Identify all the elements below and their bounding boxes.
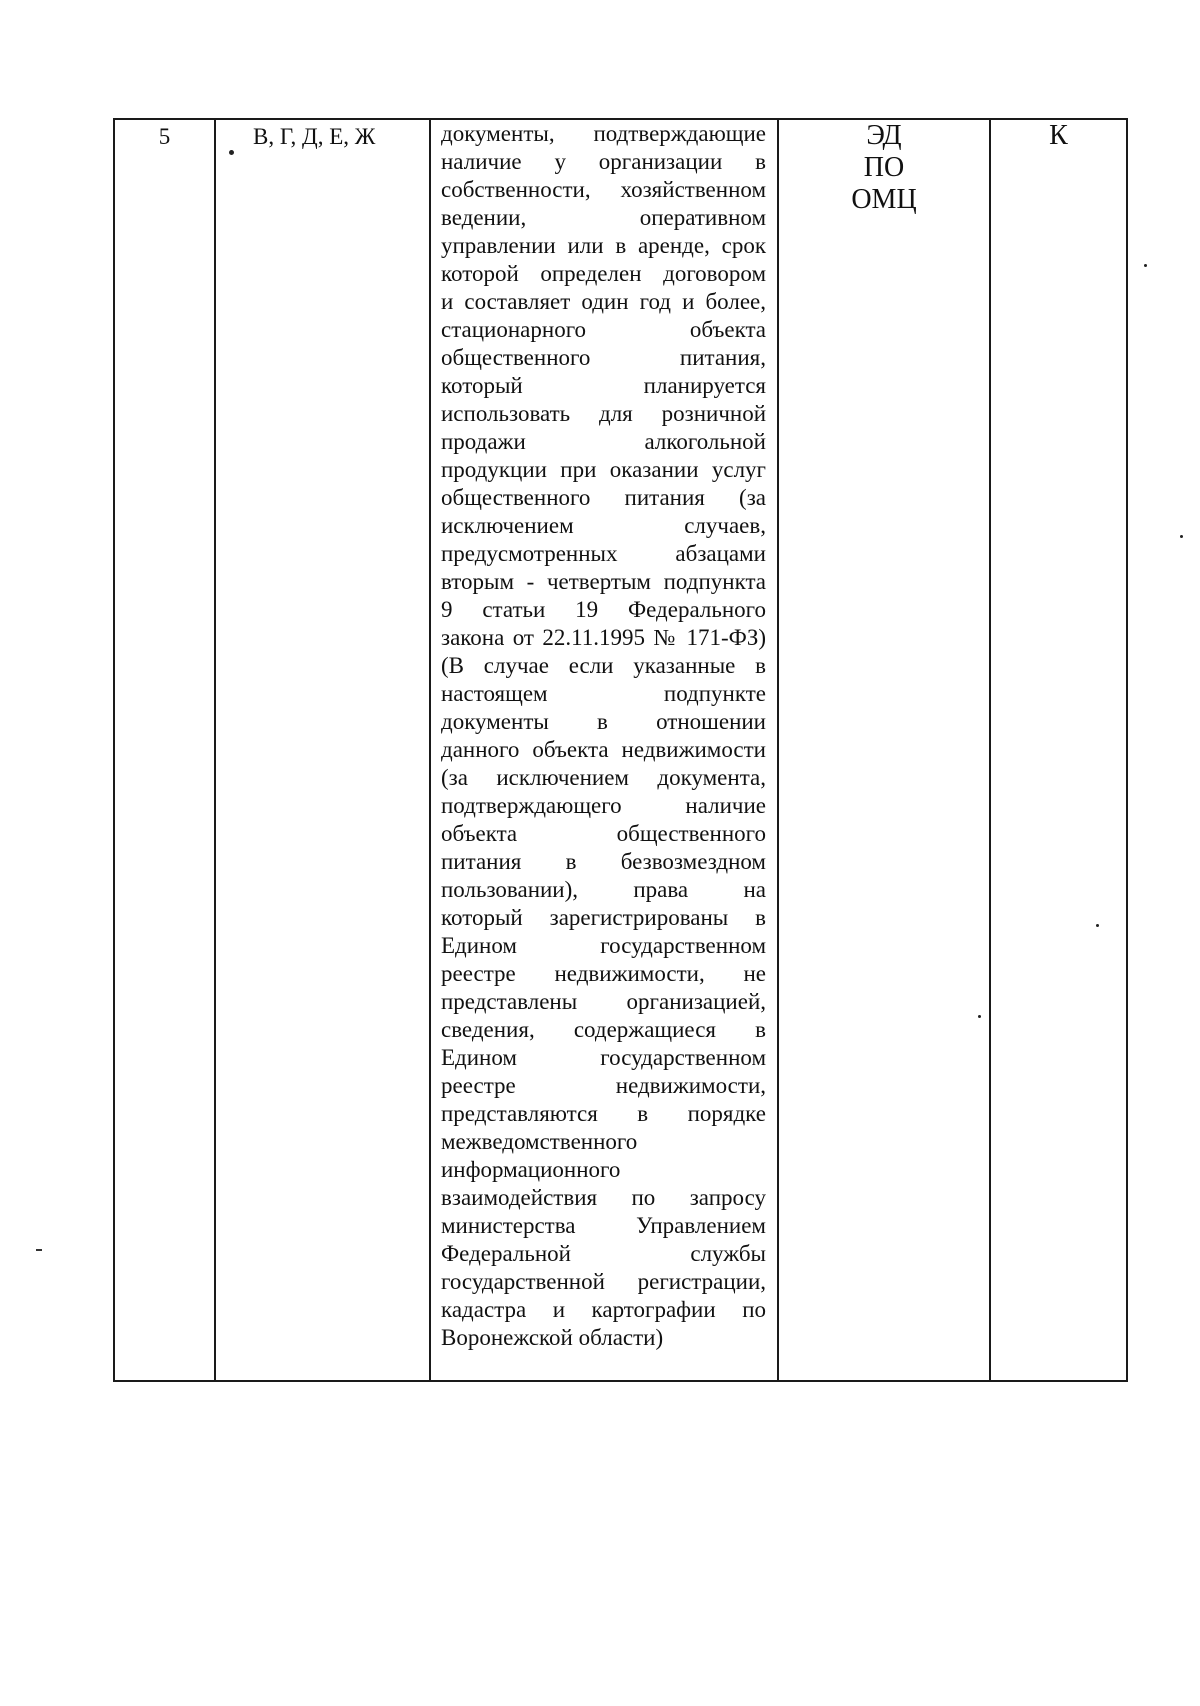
- description-line: наличие у организации в: [441, 149, 766, 174]
- row-letters: В, Г, Д, Е, Ж: [253, 124, 376, 149]
- scan-speck: [978, 1015, 981, 1018]
- description-cell: [430, 119, 778, 1381]
- description-line: (за исключением документа,: [441, 765, 766, 790]
- scan-speck: [1180, 535, 1183, 538]
- description-line: документы в отношении: [441, 709, 766, 734]
- description-line: сведения, содержащиеся в: [441, 1017, 766, 1042]
- description-line: продукции при оказании услуг: [441, 457, 766, 482]
- form-line: ПО: [863, 152, 905, 183]
- description-line: продажи алкогольной: [441, 429, 766, 454]
- description-line: реестре недвижимости,: [441, 1073, 766, 1098]
- description-line: документы, подтверждающие: [441, 121, 766, 146]
- letters-cell: [215, 119, 430, 1381]
- description-line: настоящем подпункте: [441, 681, 766, 706]
- description-line: Федеральной службы: [441, 1241, 766, 1266]
- description-line: вторым - четвертым подпункта: [441, 569, 766, 594]
- description-line: питания в безвозмездном: [441, 849, 766, 874]
- row-number-cell: [114, 119, 215, 1381]
- description-line: межведомственного: [441, 1129, 638, 1154]
- row-number: 5: [158, 124, 171, 149]
- form-line: ОМЦ: [851, 184, 917, 215]
- description-line: стационарного объекта: [441, 317, 766, 342]
- requirements-table: [113, 118, 1128, 1382]
- table-row: [114, 119, 1127, 1381]
- description-line: управлении или в аренде, срок: [441, 233, 766, 258]
- description-line: закона от 22.11.1995 № 171-ФЗ): [441, 625, 766, 650]
- description-line: реестре недвижимости, не: [441, 961, 766, 986]
- description-line: пользовании), права на: [441, 877, 766, 902]
- description-line: Воронежской области): [441, 1325, 664, 1350]
- description-line: и составляет один год и более,: [441, 289, 766, 314]
- description-line: 9 статьи 19 Федерального: [441, 597, 766, 622]
- description-line: Едином государственном: [441, 933, 766, 958]
- code-cell: [990, 119, 1127, 1381]
- description-line: Едином государственном: [441, 1045, 766, 1070]
- scan-speck: [36, 1249, 42, 1251]
- description-line: представляются в порядке: [441, 1101, 766, 1126]
- form-line: ЭД: [866, 120, 902, 151]
- description-line: представлены организацией,: [441, 989, 766, 1014]
- description-line: объекта общественного: [441, 821, 766, 846]
- description-line: который планируется: [441, 373, 766, 398]
- description-line: собственности, хозяйственном: [441, 177, 766, 202]
- description-line: данного объекта недвижимости: [441, 737, 766, 762]
- description-line: ведении, оперативном: [441, 205, 766, 230]
- description-line: которой определен договором: [441, 261, 766, 286]
- description-line: общественного питания (за: [441, 485, 766, 510]
- row-code: К: [1049, 120, 1068, 151]
- description-text: [441, 120, 766, 1352]
- description-line: предусмотренных абзацами: [441, 541, 766, 566]
- description-line: взаимодействия по запросу: [441, 1185, 766, 1210]
- description-line: государственной регистрации,: [441, 1269, 766, 1294]
- description-line: кадастра и картографии по: [441, 1297, 766, 1322]
- description-line: (В случае если указанные в: [441, 653, 766, 678]
- form-cell: [778, 119, 990, 1381]
- description-line: который зарегистрированы в: [441, 905, 766, 930]
- description-line: министерства Управлением: [441, 1213, 766, 1238]
- description-line: информационного: [441, 1157, 621, 1182]
- description-line: исключением случаев,: [441, 513, 766, 538]
- scan-speck: [229, 150, 234, 155]
- description-line: общественного питания,: [441, 345, 766, 370]
- scan-speck: [1144, 264, 1147, 267]
- description-line: подтверждающего наличие: [441, 793, 766, 818]
- scan-speck: [1096, 924, 1099, 927]
- description-line: использовать для розничной: [441, 401, 766, 426]
